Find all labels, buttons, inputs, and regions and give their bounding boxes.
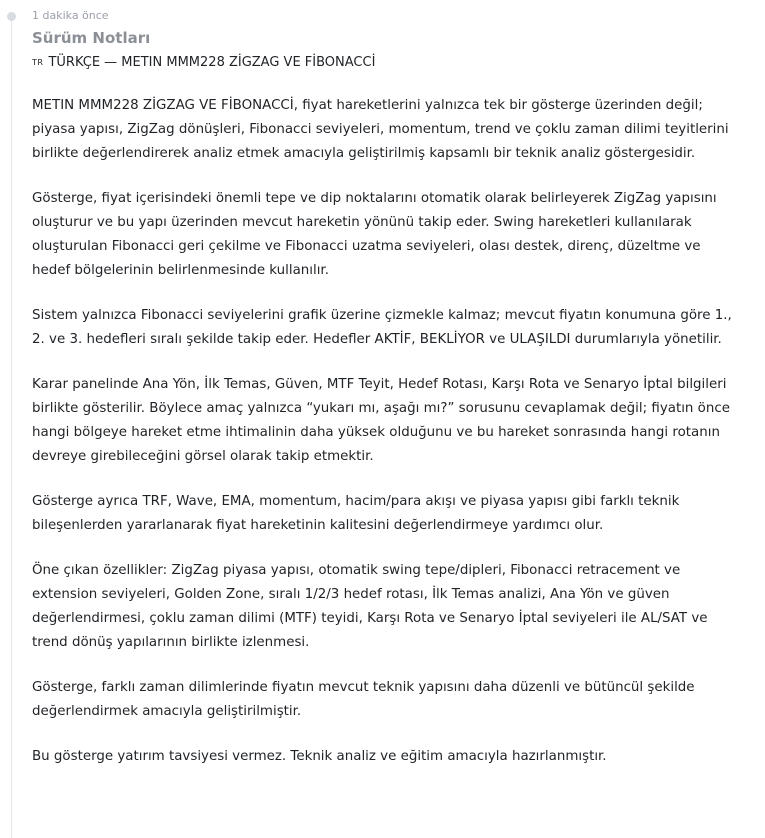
release-notes-title: Sürüm Notları bbox=[32, 29, 151, 47]
paragraph-decision-panel: Karar panelinde Ana Yön, İlk Temas, Güven, MTF Teyit, Hedef Rotası, Karşı Rota ve Senaryo İptal bilgileri birlikte gösterilir. Böylece amaç yalnızca “yukarı mı, aşağı mı?” sorusunu cevaplamak değil; fiyatın önce hangi bölgeye hareket etme ihtimalinin daha yüksek olduğunu ve bu hareket sonrasında hangi rotanın devreye girebileceğini görsel olarak takip etmektir. bbox=[32, 377, 730, 464]
release-notes-body bbox=[32, 94, 732, 769]
timeline-dot bbox=[7, 12, 16, 21]
subtitle-text: TÜRKÇE — METIN MMM228 ZİGZAG VE FİBONACCİ bbox=[48, 55, 376, 70]
timestamp: 1 dakika önce bbox=[32, 9, 109, 22]
release-notes-entry bbox=[32, 8, 732, 769]
paragraph-targets: Sistem yalnızca Fibonacci seviyelerini grafik üzerine çizmekle kalmaz; mevcut fiyatın konumuna göre 1., 2. ve 3. hedefleri sıralı şekilde takip eder. Hedefler AKTİF, BEKLİYOR ve ULAŞILDI durumlarıyla yönetilir. bbox=[32, 308, 732, 347]
release-notes-subtitle bbox=[32, 53, 732, 73]
paragraph-features: Öne çıkan özellikler: ZigZag piyasa yapısı, otomatik swing tepe/dipleri, Fibonacci retracement ve extension seviyeleri, Golden Zone, sıralı 1/2/3 hedef rotası, İlk Temas analizi, Ana Yön ve güven değerlendirmesi, çoklu zaman dilimi (MTF) teyidi, Karşı Rota ve Senaryo İptal seviyeleri ile AL/SAT ve trend dönüş yapılarının birlikte izlenmesi. bbox=[32, 563, 708, 650]
timeline-line bbox=[11, 20, 12, 838]
paragraph-timeframes: Gösterge, farklı zaman dilimlerinde fiyatın mevcut teknik yapısını daha düzenli ve bütüncül şekilde değerlendirmek amacıyla geliştirilmiştir. bbox=[32, 680, 695, 719]
paragraph-components: Gösterge ayrıca TRF, Wave, EMA, momentum, hacim/para akışı ve piyasa yapısı gibi farklı teknik bileşenlerden yararlanarak fiyat hareketinin kalitesini değerlendirmeye yardımcı olur. bbox=[32, 494, 680, 533]
paragraph-intro: METIN MMM228 ZİGZAG VE FİBONACCİ, fiyat hareketlerini yalnızca tek bir gösterge üzerinden değil; piyasa yapısı, ZigZag dönüşleri, Fibonacci seviyeleri, momentum, trend ve çoklu zaman dilimi teyitlerini birlikte değerlendirerek analiz etmek amacıyla geliştirilmiş kapsamlı bir teknik analiz göstergesidir. bbox=[32, 98, 729, 161]
paragraph-zigzag: Gösterge, fiyat içerisindeki önemli tepe ve dip noktalarını otomatik olarak belirleyerek ZigZag yapısını oluşturur ve bu yapı üzerinden mevcut hareketin yönünü takip eder. Swing hareketleri kullanılarak oluşturulan Fibonacci geri çekilme ve Fibonacci uzatma seviyeleri, olası destek, direnç, düzeltme ve hedef bölgelerinin belirlenmesinde kullanılır. bbox=[32, 191, 717, 278]
turkish-flag-icon: TR bbox=[32, 58, 44, 67]
paragraph-disclaimer: Bu gösterge yatırım tavsiyesi vermez. Teknik analiz ve eğitim amacıyla hazırlanmıştır. bbox=[32, 749, 607, 764]
